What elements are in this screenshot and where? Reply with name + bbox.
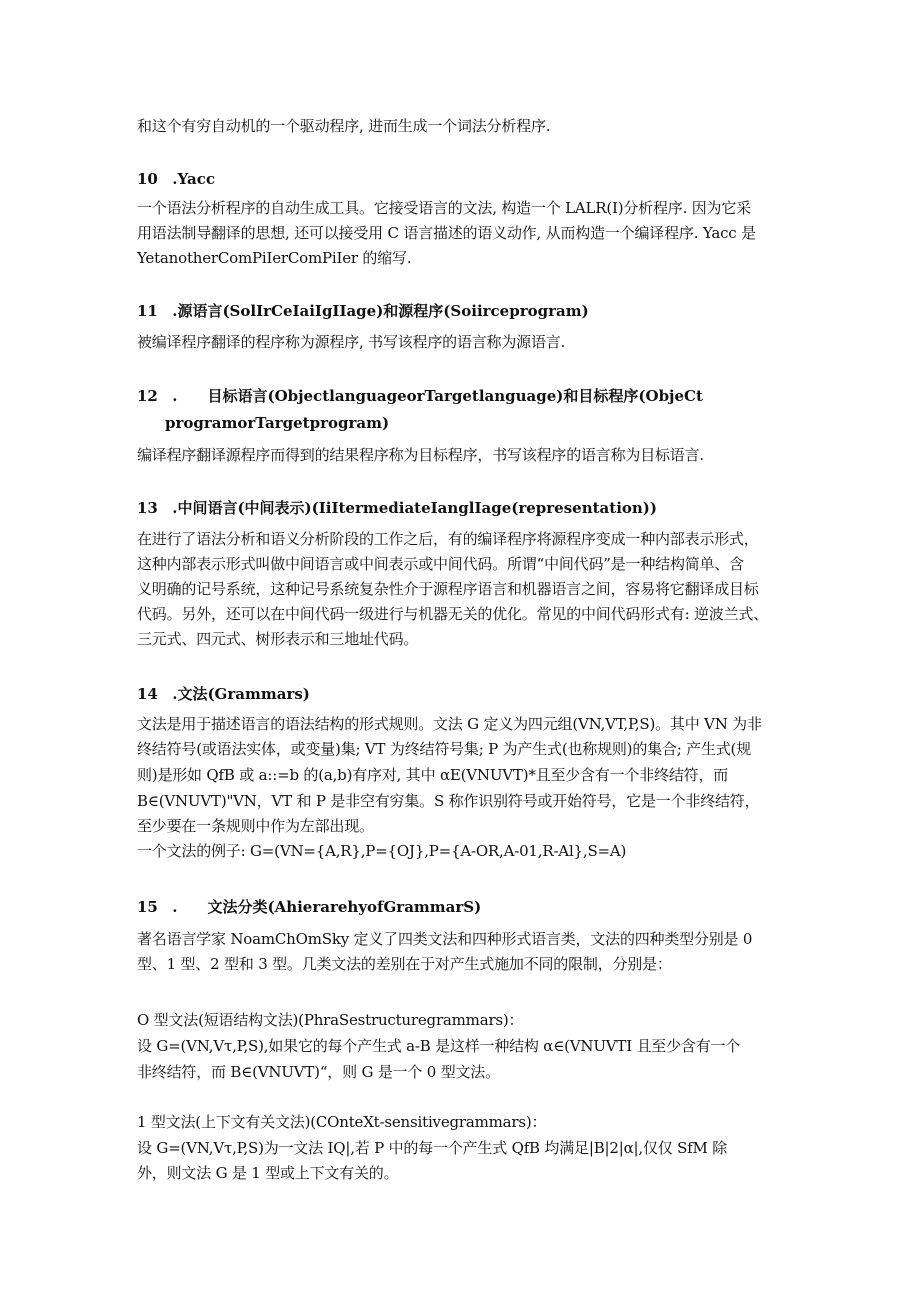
section-number: 11 <box>137 302 158 320</box>
section-title: .源语言(SolIrCeIaiIgIIage)和源程序(Soiirceprogram) <box>172 302 589 320</box>
paragraph-line: 这种内部表示形式叫做中间语言或中间表示或中间代码。所谓“中间代码”是一种结构简单、含 <box>137 555 744 573</box>
section-title-continued: programorTargetprogram) <box>165 414 390 432</box>
section-title: .Yacc <box>172 170 215 188</box>
section-number: 12 <box>137 387 158 405</box>
section-13-heading <box>137 497 657 519</box>
section-dot: . <box>172 387 178 405</box>
section-number: 14 <box>137 685 158 703</box>
section-number: 15 <box>137 898 158 916</box>
section-title: .文法(Grammars) <box>172 685 310 703</box>
paragraph-line: 著名语言学家 NoamChOmSky 定义了四类文法和四种形式语言类，文法的四种类型分别是 0 <box>137 930 753 948</box>
paragraph-line: 三元式、四元式、树形表示和三地址代码。 <box>137 630 419 648</box>
section-15-heading <box>137 896 481 918</box>
paragraph-line: 文法是用于描述语言的语法结构的形式规则。文法 G 定义为四元组(VN,VT,P,S)。其中 VN 为非 <box>137 715 762 733</box>
paragraph-line: 1 型文法(上下文有关文法)(COnteXt-sensitivegrammars)： <box>137 1113 547 1131</box>
paragraph-line: 非终结符，而 B∈(VNUVT)“，则 G 是一个 0 型文法。 <box>137 1063 500 1081</box>
section-dot: . <box>172 898 178 916</box>
section-title: 目标语言(ObjectlanguageorTargetlanguage)和目标程序(ObjeCt <box>207 387 703 405</box>
section-number: 10 <box>137 170 158 188</box>
paragraph-line: 一个文法的例子: G=(VN={A,R},P={OJ},P={A-OR,A-01,R-Al},S=A) <box>137 842 627 860</box>
paragraph-line: 型、1 型、2 型和 3 型。几类文法的差别在于对产生式施加不同的限制，分别是： <box>137 955 672 973</box>
paragraph-line: 设 G=(VN,Vτ,P,S)为一文法 IQ|,若 P 中的每一个产生式 QfB 均满足|B|2|α|,仅仅 SfM 除 <box>137 1139 728 1157</box>
paragraph-line: 代码。另外，还可以在中间代码一级进行与机器无关的优化。常见的中间代码形式有: 逆波兰式、 <box>137 605 769 623</box>
section-title: .中间语言(中间表示)(IiItermediateIanglIage(representation)) <box>172 499 657 517</box>
section-number: 13 <box>137 499 158 517</box>
section-14-heading <box>137 683 310 705</box>
section-12-heading <box>137 385 703 407</box>
paragraph-line: 用语法制导翻译的思想, 还可以接受用 C 语言描述的语义动作, 从而构造一个编译程序. Yacc 是 <box>137 224 756 242</box>
paragraph-line: 至少要在一条规则中作为左部出现。 <box>137 817 374 835</box>
paragraph-line: 编译程序翻译源程序而得到的结果程序称为目标程序，书写该程序的语言称为目标语言. <box>137 446 704 464</box>
paragraph-line: B∈(VNUVT)"VN，VT 和 P 是非空有穷集。S 称作识别符号或开始符号，它是一个非终结符， <box>137 792 760 810</box>
paragraph-line: 被编译程序翻译的程序称为源程序, 书写该程序的语言称为源语言. <box>137 333 566 351</box>
paragraph-line: 义明确的记号系统，这种记号系统复杂性介于源程序语言和机器语言之间，容易将它翻译成目标 <box>137 580 759 598</box>
paragraph-line: 外，则文法 G 是 1 型或上下文有关的。 <box>137 1164 399 1182</box>
intro-line: 和这个有穷自动机的一个驱动程序, 进而生成一个词法分析程序. <box>137 117 551 135</box>
paragraph-line: 一个语法分析程序的自动生成工具。它接受语言的文法, 构造一个 LALR(I)分析程序. 因为它采 <box>137 199 751 217</box>
paragraph-line: 设 G=(VN,Vτ,P,S),如果它的每个产生式 a-B 是这样一种结构 α∈(VNUVTI 且至少含有一个 <box>137 1037 741 1055</box>
paragraph-line: 终结符号(或语法实体，或变量)集; VT 为终结符号集; P 为产生式(也称规则)的集合; 产生式(规 <box>137 740 751 758</box>
paragraph-line: O 型文法(短语结构文法)(PhraSestructuregrammars)： <box>137 1011 524 1029</box>
section-title: 文法分类(AhierarehyofGrammarS) <box>207 898 482 916</box>
paragraph-line: 在进行了语法分析和语义分析阶段的工作之后，有的编译程序将源程序变成一种内部表示形式， <box>137 530 759 548</box>
section-10-heading <box>137 168 215 190</box>
section-11-heading <box>137 300 589 322</box>
paragraph-line: 则)是形如 QfB 或 a::=b 的(a,b)有序对, 其中 αE(VNUVT)*且至少含有一个非终结符，而 <box>137 766 729 784</box>
paragraph-line: YetanotherComPiIerComPiIer 的缩写. <box>137 249 412 267</box>
